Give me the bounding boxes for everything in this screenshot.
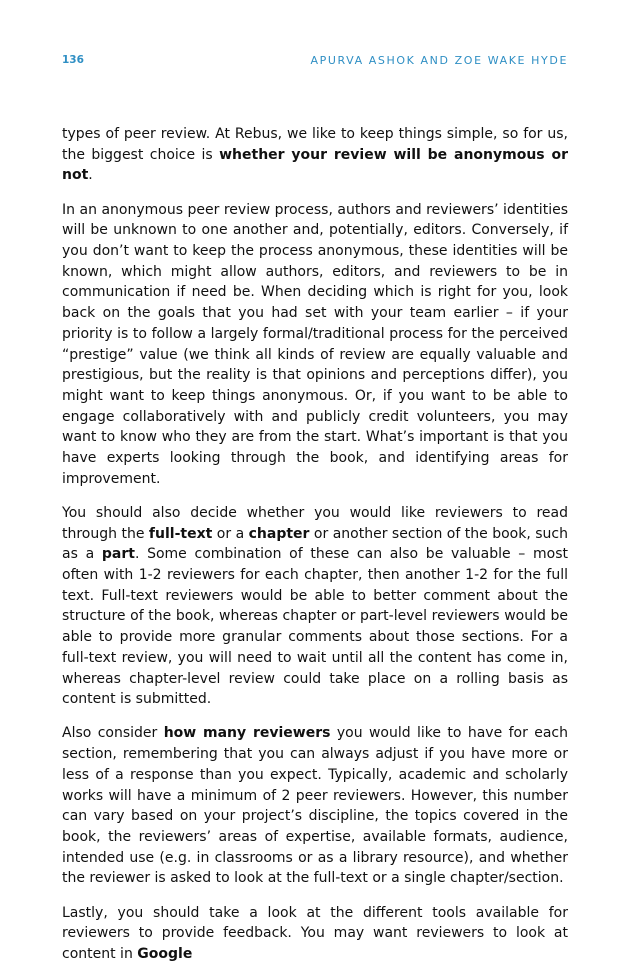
- bold-phrase: chapter: [248, 525, 310, 542]
- page-header: [62, 54, 568, 72]
- paragraph-5: [62, 903, 568, 965]
- text-run: Also consider: [62, 725, 164, 742]
- bold-phrase: Google: [137, 946, 193, 963]
- text-run: Lastly, you should take a look at the different tools available for reviewers to provide feedback. You may want reviewers to look at content in: [62, 904, 568, 963]
- text-run: or another section of the book, such as a: [62, 525, 568, 563]
- paragraph-2: [62, 200, 568, 490]
- text-run: you would like to have for each section, remembering that you can always adjust if you have more or less of a response than you expect. Typically, academic and scholarly works will have a minimum of 2 peer reviewers. However, this number can vary based on your project’s discipline, the topics covered in the book, the reviewers’ areas of expertise, available formats, audience, intended use (e.g. in classrooms or as a library resource), and whether the reviewer is asked to look at the full-text or a single chapter/section.: [62, 725, 568, 887]
- text-run: . Some combination of these can also be valuable – most often with 1-2 reviewers for each chapter, then another 1-2 for the full text. Full-text reviewers would be able to better comment about the structure of the book, whereas chapter or part-level reviewers would be able to provide more granular comments about those sections. For a full-text review, you will need to wait until all the content has come in, whereas chapter-level review could take place on a rolling basis as content is submitted.: [62, 546, 568, 708]
- running-head: APURVA ASHOK AND ZOE WAKE HYDE: [310, 54, 568, 67]
- paragraph-1: [62, 124, 568, 186]
- paragraph-3: [62, 503, 568, 710]
- page-number: 136: [62, 54, 84, 66]
- body-text: [62, 124, 568, 978]
- text-run: In an anonymous peer review process, authors and reviewers’ identities will be unknown to one another and, potentially, editors. Conversely, if you don’t want to keep the process anonymous, these identities will be known, which might allow authors, editors, and reviewers to be in communication if need be. When deciding which is right for you, look back on the goals that you had set with your team earlier – if your priority is to follow a largely formal/traditional process for the perceived “prestige” value (we think all kinds of review are equally valuable and prestigious, but the reality is that opinions and perceptions differ), you might want to keep things anonymous. Or, if you want to be able to engage collaboratively with and publicly credit volunteers, you may want to know who they are from the start. What’s important is that you have experts looking through the book, and identifying areas for improvement.: [62, 201, 568, 487]
- text-run: .: [88, 167, 93, 184]
- paragraph-4: [62, 723, 568, 889]
- text-run: types of peer review. At Rebus, we like to keep things simple, so for us, the biggest choice is: [62, 126, 568, 163]
- text-run: You should also decide whether you would like reviewers to read through the: [62, 504, 568, 542]
- bold-phrase: how many reviewers: [163, 725, 331, 742]
- bold-phrase: full-text: [148, 525, 213, 542]
- text-run: or a: [212, 525, 249, 542]
- bold-phrase: whether your review will be anonymous or not: [62, 146, 568, 184]
- bold-phrase: part: [101, 546, 135, 563]
